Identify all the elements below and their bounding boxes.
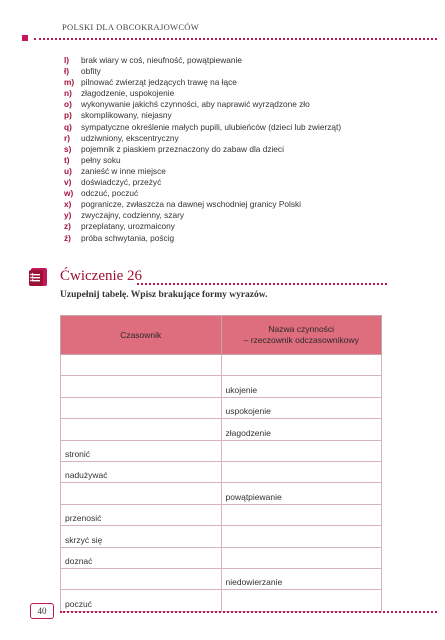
list-item bbox=[64, 122, 434, 133]
table-row bbox=[61, 461, 382, 482]
column-header-noun-line2: – rzeczownik odczasownikowy bbox=[243, 335, 359, 345]
verb-cell[interactable]: poczuć bbox=[61, 590, 222, 611]
list-item-letter: x) bbox=[64, 199, 72, 210]
verb-cell[interactable] bbox=[61, 355, 222, 376]
list-item bbox=[64, 166, 434, 177]
exercise-title-divider bbox=[137, 283, 387, 285]
verb-noun-table bbox=[60, 315, 382, 612]
verb-cell[interactable] bbox=[61, 397, 222, 418]
table-row bbox=[61, 397, 382, 418]
list-item bbox=[64, 199, 434, 210]
noun-cell[interactable] bbox=[221, 504, 382, 525]
noun-cell[interactable]: uspokojenie bbox=[221, 397, 382, 418]
running-header: POLSKI DLA OBCOKRAJOWCÓW bbox=[62, 22, 200, 32]
list-item-letter: v) bbox=[64, 177, 72, 188]
list-item-text: pojemnik z piaskiem przeznaczony do zabaw dla dzieci bbox=[81, 143, 284, 154]
list-item-text: zanieść w inne miejsce bbox=[81, 165, 166, 176]
list-item-text: skomplikowany, niejasny bbox=[81, 110, 172, 121]
list-item-letter: ź) bbox=[64, 232, 71, 243]
table-row bbox=[61, 568, 382, 589]
verb-cell[interactable]: skrzyć się bbox=[61, 526, 222, 547]
list-item bbox=[64, 99, 434, 110]
table-row bbox=[61, 590, 382, 611]
exercise-title: Ćwiczenie 26 bbox=[60, 268, 143, 284]
list-item bbox=[64, 210, 434, 221]
list-item-letter: o) bbox=[64, 99, 72, 110]
list-item-text: próba schwytania, pościg bbox=[81, 232, 175, 243]
list-item-letter: t) bbox=[64, 154, 70, 165]
table-header-row bbox=[61, 316, 382, 355]
list-item bbox=[64, 66, 434, 77]
list-item bbox=[64, 177, 434, 188]
list-item-letter: y) bbox=[64, 210, 72, 221]
list-item-letter: n) bbox=[64, 88, 72, 99]
verb-cell[interactable]: stronić bbox=[61, 440, 222, 461]
list-item-text: brak wiary w coś, nieufność, powątpiewanie bbox=[81, 55, 242, 65]
list-item bbox=[64, 55, 434, 66]
list-item bbox=[64, 155, 434, 166]
list-item-letter: z) bbox=[64, 221, 71, 232]
table-row bbox=[61, 376, 382, 397]
noun-cell[interactable]: ukojenie bbox=[221, 376, 382, 397]
verb-cell[interactable]: nadużywać bbox=[61, 461, 222, 482]
noun-cell[interactable] bbox=[221, 440, 382, 461]
list-item-letter: p) bbox=[64, 110, 72, 121]
list-item-letter: u) bbox=[64, 165, 72, 176]
list-item bbox=[64, 88, 434, 99]
noun-cell[interactable]: powątpiewanie bbox=[221, 483, 382, 504]
list-item-text: pogranicze, zwłaszcza na dawnej wschodniej granicy Polski bbox=[81, 199, 301, 210]
page-number: 40 bbox=[30, 603, 54, 619]
header-divider bbox=[34, 38, 437, 40]
noun-cell[interactable] bbox=[221, 590, 382, 611]
noun-cell[interactable] bbox=[221, 355, 382, 376]
exercise-instruction: Uzupełnij tabelę. Wpisz brakujące formy wyrazów. bbox=[60, 290, 268, 300]
noun-cell[interactable] bbox=[221, 526, 382, 547]
list-item-letter: r) bbox=[64, 132, 70, 143]
list-item-letter: q) bbox=[64, 121, 72, 132]
column-header-noun-line1: Nazwa czynności bbox=[268, 324, 335, 334]
column-header-verb: Czasownik bbox=[61, 316, 222, 355]
exercise-notebook-icon bbox=[27, 266, 49, 288]
noun-cell[interactable] bbox=[221, 461, 382, 482]
noun-cell[interactable]: niedowierzanie bbox=[221, 568, 382, 589]
verb-cell[interactable]: doznać bbox=[61, 547, 222, 568]
verb-cell[interactable] bbox=[61, 419, 222, 440]
list-item-text: pilnować zwierząt jedzących trawę na łące bbox=[81, 77, 237, 88]
definitions-list bbox=[64, 55, 434, 244]
noun-cell[interactable]: złagodzenie bbox=[221, 419, 382, 440]
list-item-text: odczuć, poczuć bbox=[81, 188, 139, 199]
table-row bbox=[61, 483, 382, 504]
list-item bbox=[64, 221, 434, 232]
list-item-letter: w) bbox=[64, 188, 74, 199]
list-item-text: obfity bbox=[81, 66, 101, 77]
verb-cell[interactable]: przenosić bbox=[61, 504, 222, 525]
table-row bbox=[61, 526, 382, 547]
list-item-text: doświadczyć, przeżyć bbox=[81, 177, 162, 188]
verb-cell[interactable] bbox=[61, 568, 222, 589]
list-item-text: zwyczajny, codzienny, szary bbox=[81, 210, 184, 221]
footer-divider bbox=[60, 611, 437, 613]
table-row bbox=[61, 547, 382, 568]
header-marker bbox=[22, 35, 28, 41]
list-item bbox=[64, 77, 434, 88]
list-item-text: sympatyczne określenie małych pupili, ulubieńców (dzieci lub zwierząt) bbox=[81, 121, 342, 132]
list-item bbox=[64, 188, 434, 199]
table-row bbox=[61, 355, 382, 376]
table-row bbox=[61, 419, 382, 440]
list-item bbox=[64, 133, 434, 144]
noun-cell[interactable] bbox=[221, 547, 382, 568]
list-item bbox=[64, 110, 434, 121]
list-item-letter: m) bbox=[64, 77, 75, 88]
list-item-letter: l) bbox=[64, 55, 70, 65]
list-item-letter: ł) bbox=[64, 66, 70, 77]
list-item-text: złagodzenie, uspokojenie bbox=[81, 88, 175, 99]
list-item bbox=[64, 144, 434, 155]
list-item-text: pełny soku bbox=[81, 154, 121, 165]
verb-cell[interactable] bbox=[61, 483, 222, 504]
list-item-letter: s) bbox=[64, 143, 72, 154]
table-row bbox=[61, 440, 382, 461]
list-item bbox=[64, 233, 434, 244]
list-item-text: przeplatany, urozmaicony bbox=[81, 221, 175, 232]
list-item-text: wykonywanie jakichś czynności, aby naprawić wyrządzone zło bbox=[81, 99, 310, 110]
verb-cell[interactable] bbox=[61, 376, 222, 397]
list-item-text: udziwniony, ekscentryczny bbox=[81, 132, 179, 143]
column-header-noun bbox=[221, 316, 382, 355]
table-row bbox=[61, 504, 382, 525]
